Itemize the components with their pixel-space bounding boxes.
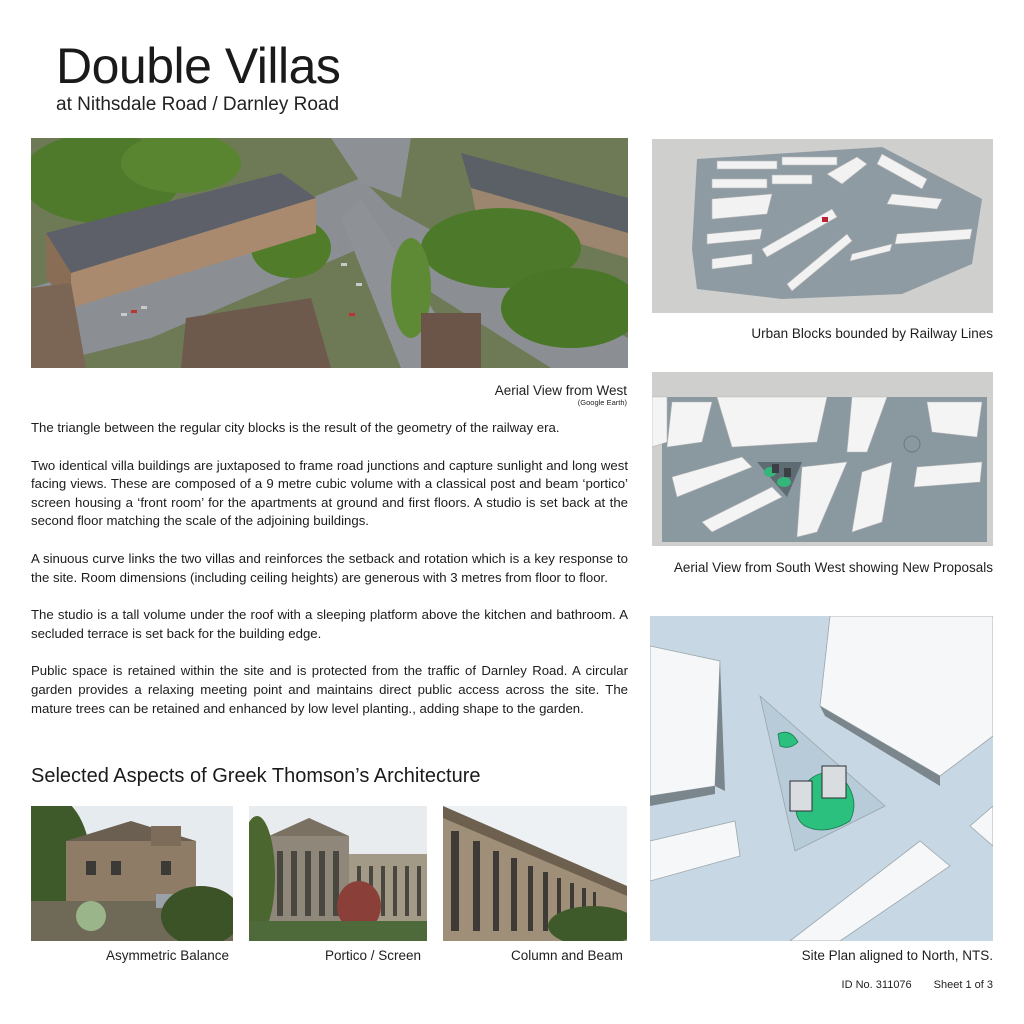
- aerial-south-west-diagram: [652, 372, 993, 546]
- column-beam-photo: [443, 806, 627, 941]
- paragraph: Public space is retained within the site and is protected from the traffic of Darnley Road. A circular garden provides a relaxing meeting point and maintains direct public access across the site. The mature trees can be retained and enhanced by low level planting., adding shape to the garden.: [31, 663, 628, 716]
- sheet-footer: [842, 979, 993, 991]
- asymmetric-balance-photo: [31, 806, 233, 941]
- paragraph: Two identical villa buildings are juxtaposed to frame road junctions and capture sunlight and long west facing views. These are composed of a 9 metre cubic volume with a classical post and beam ‘portico’ screen housing a ‘front room’ for the apartments at ground and first floors. A studio is set back at the second floor matching the scale of the adjoining buildings.: [31, 457, 628, 529]
- asymmetric-balance-caption: Asymmetric Balance: [106, 948, 230, 963]
- aerial-south-west-caption: Aerial View from South West showing New Proposals: [673, 560, 993, 575]
- aerial-view-west-caption: Aerial View from West: [494, 383, 627, 398]
- paragraph: The triangle between the regular city blocks is the result of the geometry of the railway era.: [31, 420, 560, 435]
- paragraph: The studio is a tall volume under the roof with a sleeping platform above the kitchen and bathroom. A secluded terrace is set back for the building edge.: [31, 607, 628, 641]
- urban-blocks-diagram: [652, 139, 993, 313]
- paragraph: A sinuous curve links the two villas and reinforces the setback and rotation which is a key response to the site. Room dimensions (including ceiling heights) are generous with 3 metres from floor to floor.: [31, 550, 628, 585]
- id-number: ID No. 311076: [841, 979, 912, 991]
- description-text: [31, 419, 628, 737]
- site-plan-caption: Site Plan aligned to North, NTS.: [801, 948, 993, 963]
- section-heading: Selected Aspects of Greek Thomson’s Architecture: [31, 765, 481, 787]
- column-beam-caption: Column and Beam: [511, 948, 623, 963]
- page-title: Double Villas: [56, 38, 341, 94]
- portico-screen-photo: [249, 806, 427, 941]
- urban-blocks-caption: Urban Blocks bounded by Railway Lines: [751, 326, 993, 341]
- site-plan-diagram: [650, 616, 993, 941]
- aerial-view-west-credit: (Google Earth): [577, 398, 627, 407]
- portico-screen-caption: Portico / Screen: [325, 948, 422, 963]
- sheet-number: Sheet 1 of 3: [933, 979, 993, 991]
- page-subtitle: at Nithsdale Road / Darnley Road: [56, 94, 340, 115]
- aerial-view-west-image: [31, 138, 628, 368]
